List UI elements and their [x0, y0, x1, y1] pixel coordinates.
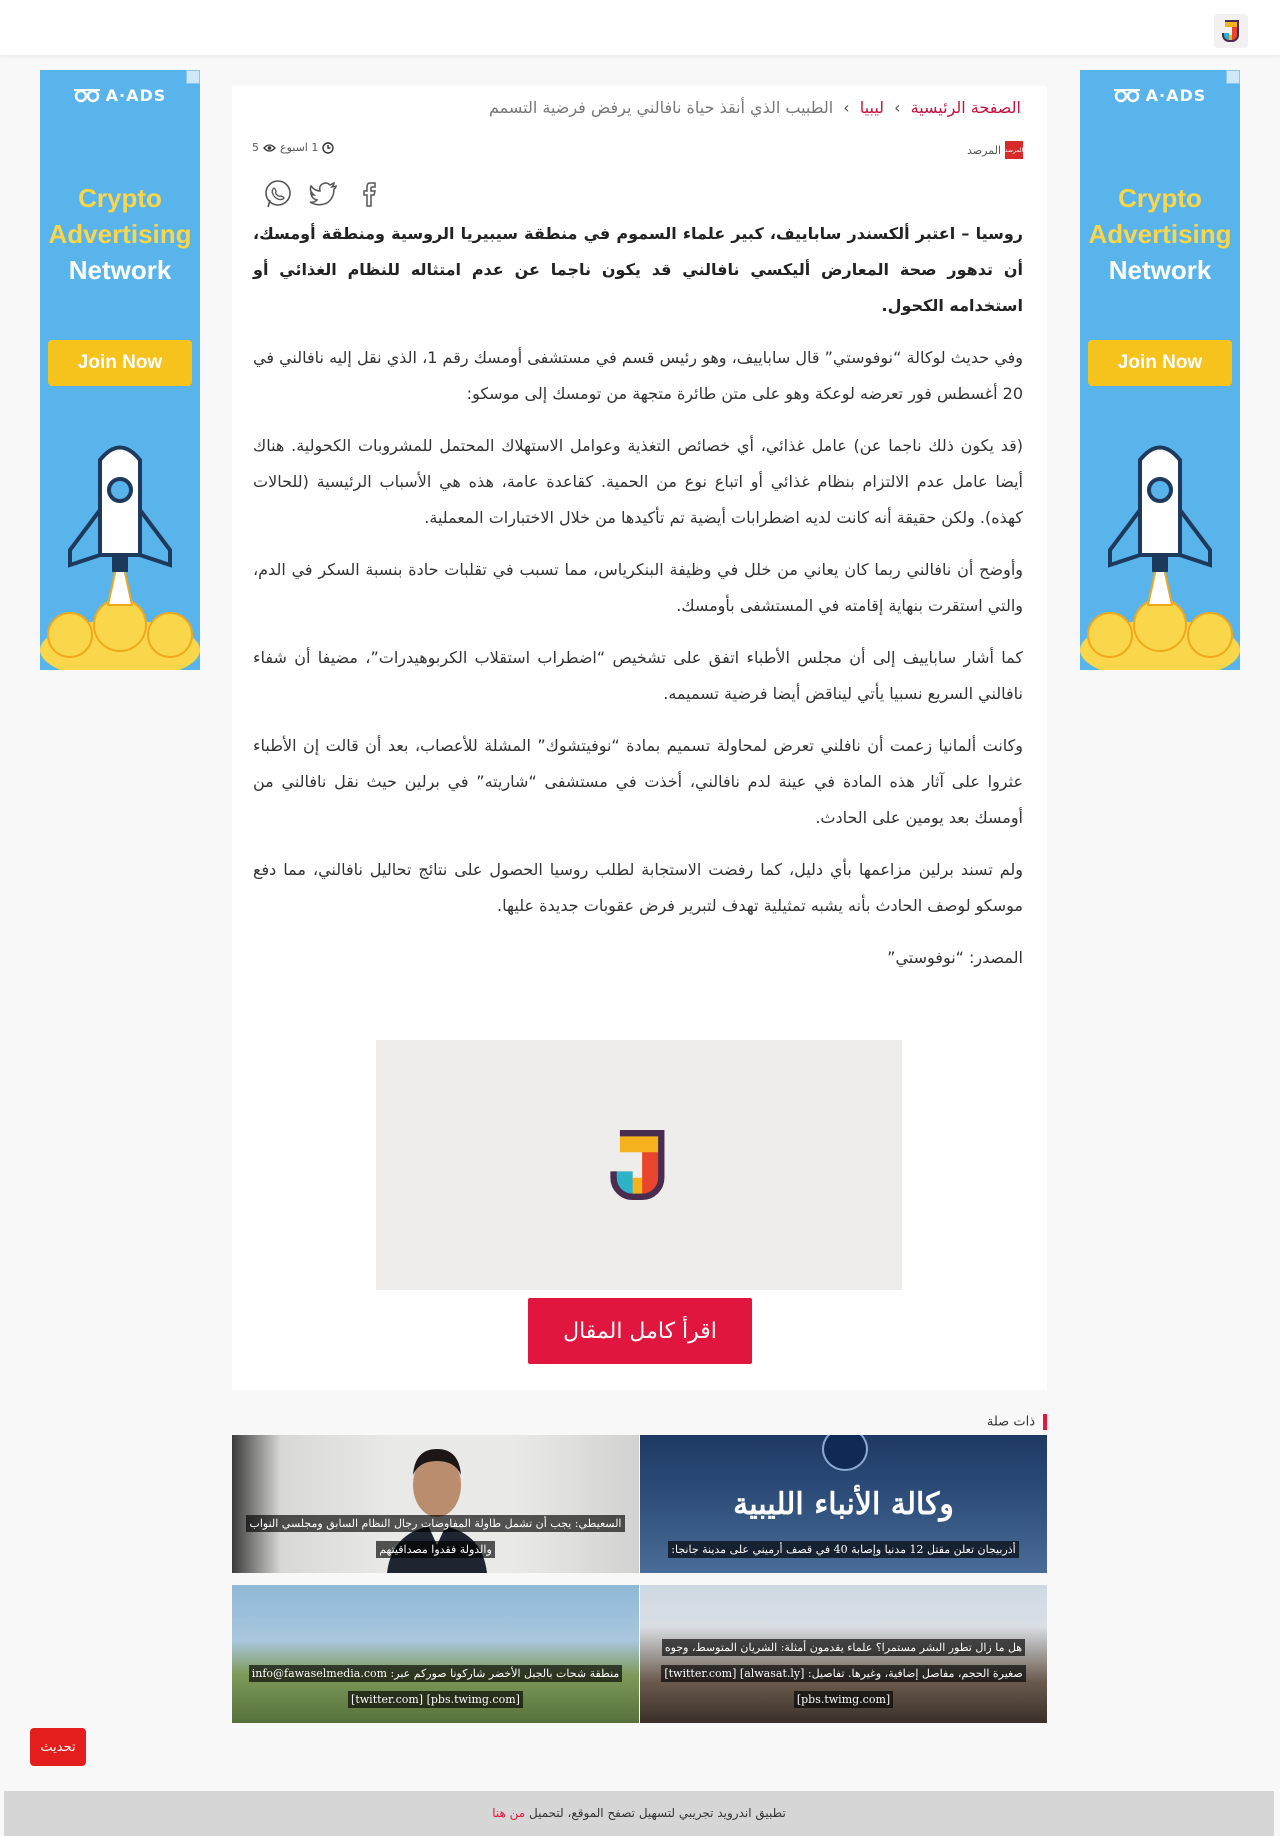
app-download-link[interactable]: من هنا [492, 1806, 526, 1820]
refresh-button[interactable]: تحديث [30, 1728, 86, 1766]
site-logo-icon [604, 1115, 674, 1215]
breadcrumb-separator: › [894, 98, 901, 117]
site-logo[interactable] [1214, 14, 1248, 48]
eye-icon [263, 143, 276, 153]
ad-title-line1: Crypto [78, 183, 162, 213]
ad-title-line2: Advertising [1088, 219, 1232, 249]
breadcrumb-separator: › [843, 98, 850, 117]
article-body [253, 216, 1023, 992]
related-card[interactable] [640, 1435, 1047, 1573]
rocket-icon [40, 440, 200, 670]
ad-title-line2: Advertising [48, 219, 192, 249]
ad-brand [1080, 86, 1240, 105]
ad-title [1080, 180, 1240, 288]
related-card-caption [640, 1537, 1047, 1563]
article-stats [252, 141, 334, 154]
ad-choices-icon[interactable] [1226, 70, 1240, 84]
site-logo-icon [1220, 18, 1242, 44]
related-card-caption [232, 1511, 639, 1563]
article-paragraph: وكانت ألمانيا زعمت أن نافلني تعرض لمحاولة تسميم بمادة “نوفيتشوك” المشلة للأعصاب، بعد أن قالت إن الأطباء عثروا على آثار هذه المادة في عينة لدم نافالني، أخذت في مستشفى “شاريته” في برلين حيث نقل نافالني من أومسك بعد يومين على الحادث. [253, 736, 1023, 827]
article-paragraph: (قد يكون ذلك ناجما عن) عامل غذائي، أي خصائص التغذية وعوامل الاستهلاك المحتمل للمشروبات الكحولية. هناك أيضا عامل عدم الالتزام بنظام غذائي أو اتباع نوع من الحمية. كقاعدة عامة، هذه هي الأسباب الرئيسية (للحالات كهذه). ولكن حقيقة أنه كانت لديه اضطرابات أيضية تم تأكيدها من خلال الاختبارات المعملية. [253, 436, 1023, 527]
related-card-caption [232, 1661, 639, 1713]
related-section-title [232, 1414, 1047, 1432]
related-title-text: ذات صلة [986, 1414, 1035, 1430]
ad-banner-right[interactable] [1080, 70, 1240, 670]
article-image-placeholder [376, 1040, 902, 1290]
post-time: 1 اسبوع [280, 141, 319, 154]
ad-banner-left[interactable] [40, 70, 200, 670]
app-bar-text: تطبيق اندرويد تجريبي لتسهيل تصفح الموقع، لتحميل [529, 1806, 786, 1820]
related-card[interactable] [232, 1435, 639, 1573]
article-lead: روسيا – اعتبر ألكسندر ساباييف، كبير علماء السموم في منطقة سيبيريا الروسية ومنطقة أومسك، أن تدهور صحة المعارض أليكسي نافالني قد يكون ناجما عن عدم امتثاله للنظام الغذائي أو استخدامه الكحول. [253, 224, 1023, 315]
top-bar [0, 0, 1280, 56]
ad-brand-text: A·ADS [105, 86, 167, 105]
related-card[interactable] [232, 1585, 639, 1723]
rocket-icon [1080, 440, 1240, 670]
article-card [232, 86, 1047, 1390]
article-paragraph: وفي حديث لوكالة “نوفوستي” قال ساباييف، وهو رئيس قسم في مستشفى أومسك رقم 1، الذي نقل إليه نافالني في 20 أغسطس فور تعرضه لوعكة وهو على متن طائرة متجهة من تومسك إلى موسكو: [253, 348, 1024, 403]
clock-icon [322, 142, 334, 154]
related-card[interactable] [640, 1585, 1047, 1723]
article-paragraph: وأوضح أن نافالني ربما كان يعاني من خلل في وظيفة البنكرياس، مما تسبب في تقلبات حادة بنسبة السكر في الدم، والتي استقرت بنهاية إقامته في المستشفى بأومسك. [253, 560, 1023, 615]
facebook-icon[interactable] [352, 176, 388, 212]
read-full-article-button[interactable]: اقرأ كامل المقال [528, 1298, 752, 1364]
twitter-icon[interactable] [306, 176, 342, 212]
ad-join-button[interactable]: Join Now [1088, 340, 1232, 386]
ad-title-line1: Crypto [1118, 183, 1202, 213]
source-chip[interactable] [967, 141, 1023, 159]
related-card-caption-text: هل ما زال تطور البشر مستمرا؟ علماء يقدمون أمثلة: الشريان المتوسط، وجوه صغيرة الحجم، مفاصل إضافية، وغيرها. تفاصيل: [alwasat.ly] [twitter.com] [pbs.twimg.com] [661, 1639, 1025, 1708]
aads-logo-icon [1114, 87, 1140, 105]
ad-brand-text: A·ADS [1145, 86, 1207, 105]
related-card-caption-text: أذربيجان تعلن مقتل 12 مدنيا وإصابة 40 في قصف أرميني على مدينة جانجا: [668, 1541, 1018, 1558]
agency-emblem-icon [822, 1435, 868, 1471]
article-meta [252, 141, 1023, 161]
breadcrumb-current: الطبيب الذي أنقذ حياة نافالني يرفض فرضية التسمم [488, 98, 834, 117]
related-card-caption [640, 1635, 1047, 1713]
article-paragraph: كما أشار ساباييف إلى أن مجلس الأطباء اتفق على تشخيص “اضطراب استقلاب الكربوهيدرات”، مضيفا أن شفاء نافالني السريع نسبيا يأتي ليناقض أيضا فرضية تسميمه. [253, 648, 1023, 703]
ad-title-line3: Network [68, 255, 172, 285]
ad-join-button[interactable]: Join Now [48, 340, 192, 386]
breadcrumb [489, 98, 1021, 117]
ad-brand [40, 86, 200, 105]
share-bar [260, 176, 388, 212]
ad-title [40, 180, 200, 288]
ad-title-line3: Network [1108, 255, 1212, 285]
breadcrumb-category[interactable]: ليبيا [859, 98, 885, 117]
related-card-caption-text: منطقة شحات بالجبل الأخضر شاركونا صوركم عبر: info@fawaselmedia.com [twitter.com] [pbs.twimg.com] [249, 1665, 623, 1708]
whatsapp-icon[interactable] [260, 176, 296, 212]
ad-choices-icon[interactable] [186, 70, 200, 84]
source-name: المرصد [967, 143, 1001, 157]
related-card-caption-text: السعيطي: يجب أن تشمل طاولة المفاوضات رجال النظام السابق ومجلسي النواب والدولة فقدوا مصداقيتهم [246, 1515, 624, 1558]
app-download-bar [4, 1791, 1274, 1836]
breadcrumb-home[interactable]: الصفحة الرئيسية [910, 98, 1021, 117]
article-source-line: المصدر: “نوفوستي” [887, 948, 1023, 967]
view-count: 5 [252, 141, 259, 154]
agency-overlay-text: وكالة الأنباء الليبية [733, 1487, 954, 1522]
source-logo: المرصد [1005, 141, 1023, 159]
accent-bar [1043, 1414, 1047, 1430]
article-paragraph: ولم تسند برلين مزاعمها بأي دليل، كما رفضت الاستجابة لطلب روسيا الحصول على نتائج تحاليل نافالني، مما دفع موسكو لوصف الحادث بأنه يشبه تمثيلية تهدف لتبرير فرض عقوبات جديدة عليها. [253, 860, 1023, 915]
aads-logo-icon [74, 87, 100, 105]
